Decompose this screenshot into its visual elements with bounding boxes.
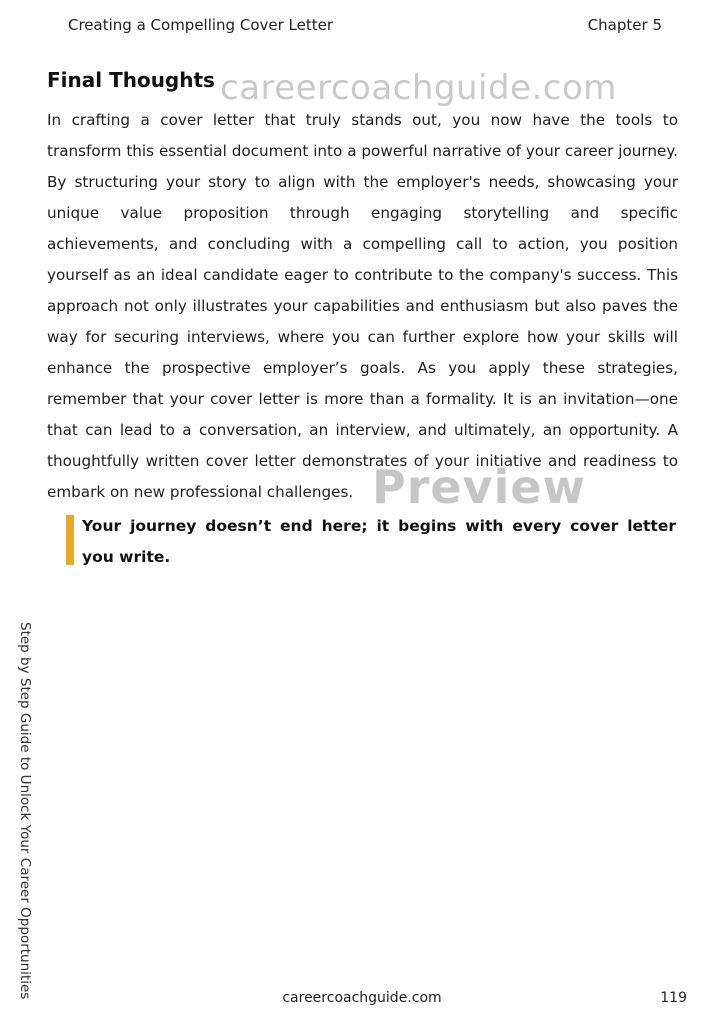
preview-watermark: Preview — [372, 460, 587, 514]
site-watermark: careercoachguide.com — [220, 68, 617, 108]
running-header-title: Creating a Compelling Cover Letter — [68, 16, 334, 34]
body-paragraph: In crafting a cover letter that truly stands out, you now have the tools to transform this essential document into a powerful narrative of your career journey. By structuring your story to align with the employer's needs, showcasing your unique value proposition through engaging storytelling and specific achievements, and concluding with a compelling call to action, you position yourself as an ideal candidate eager to contribute to the company's success. This approach not only illustrates your capabilities and enthusiasm but also paves the way for securing interviews, where you can further explore how your skills will enhance the prospective employer’s goals. As you apply these strategies, remember that your cover letter is more than a formality. It is an invitation—one that can lead to a conversation, an interview, and ultimately, an opportunity. A thoughtfully written cover letter demonstrates of your initiative and readiness to embark on new professional challenges. — [47, 111, 678, 501]
side-book-title: Step by Step Guide to Unlock Your Career Opportunities — [17, 622, 33, 1000]
footer-website: careercoachguide.com — [282, 990, 442, 1006]
running-header-chapter: Chapter 5 — [587, 16, 662, 34]
callout-text: Your journey doesn’t end here; it begins with every cover letter you write. — [82, 517, 676, 566]
section-heading: Final Thoughts — [47, 68, 215, 92]
callout-accent-bar — [66, 515, 74, 565]
page-number: 119 — [660, 990, 687, 1006]
callout-quote — [66, 511, 678, 567]
